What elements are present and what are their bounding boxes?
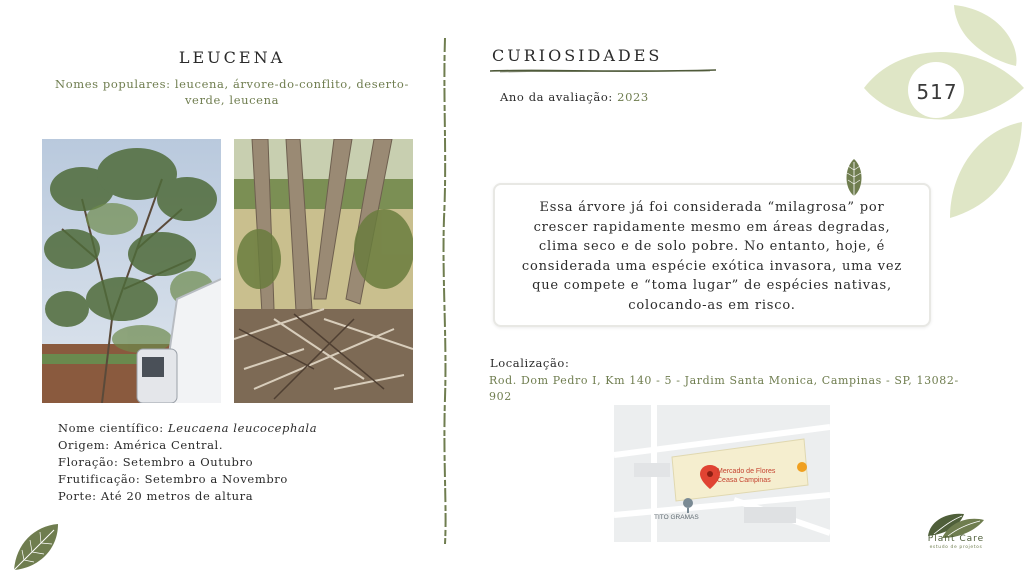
brand-tagline: estudo de projetos	[929, 545, 983, 550]
poi-icon	[797, 462, 807, 472]
fruiting-row	[58, 471, 317, 488]
species-info	[58, 420, 317, 505]
size-row	[58, 488, 317, 505]
popular-names-value: leucena, árvore-do-conflito, deserto-verde, leucena	[174, 77, 409, 107]
curiosities-title: CURIOSIDADES	[492, 46, 663, 65]
evaluation-year	[500, 90, 649, 104]
tree-trunks-photo	[234, 139, 413, 403]
fruiting-value: Setembro a Novembro	[144, 472, 288, 486]
location-label: Localização:	[490, 356, 570, 370]
origin-label: Origem:	[58, 438, 110, 452]
scientific-name-value: Leucaena leucocephala	[168, 421, 318, 435]
size-label: Porte:	[58, 489, 97, 503]
evaluation-year-value: 2023	[617, 90, 649, 104]
location-address: Rod. Dom Pedro I, Km 140 - 5 - Jardim Santa Monica, Campinas - SP, 13082-902	[489, 374, 959, 403]
location-map[interactable]	[614, 405, 830, 542]
flowering-label: Floração:	[58, 455, 119, 469]
popular-names-label: Nomes populares:	[55, 77, 171, 91]
map-place-name-1: Mercado de Flores	[717, 468, 776, 475]
record-number: 517	[916, 80, 958, 104]
flowering-value: Setembro a Outubro	[122, 455, 254, 469]
column-divider	[438, 38, 452, 544]
flowering-row	[58, 454, 317, 471]
map-place-name-2: Ceasa Campinas	[717, 477, 771, 484]
scientific-name-row	[58, 420, 317, 437]
decorative-leaves	[860, 0, 1024, 225]
title-underline	[490, 66, 716, 76]
tree-canopy-photo	[42, 139, 221, 403]
origin-row	[58, 437, 317, 454]
origin-value: América Central.	[114, 438, 224, 452]
fruiting-label: Frutificação:	[58, 472, 141, 486]
size-value: Até 20 metros de altura	[100, 489, 254, 503]
corner-leaf-icon	[8, 520, 64, 576]
scientific-name-label: Nome científico:	[58, 421, 164, 435]
brand-name: Plant Care	[927, 534, 985, 544]
popular-names	[36, 76, 428, 108]
curiosity-text: Essa árvore já foi considerada “milagrosa” por crescer rapidamente mesmo em áreas degradas, clima seco e de solo pobre. No entanto, hoje, é considerada uma espécie exótica invasora, uma vez que compete e “toma lugar” de espécies nativas, colocando-as em risco.	[521, 200, 903, 313]
evaluation-year-label: Ano da avaliação:	[500, 90, 613, 104]
species-title: LEUCENA	[178, 48, 286, 67]
map-place-name-3: TITO GRAMAS	[654, 514, 699, 521]
